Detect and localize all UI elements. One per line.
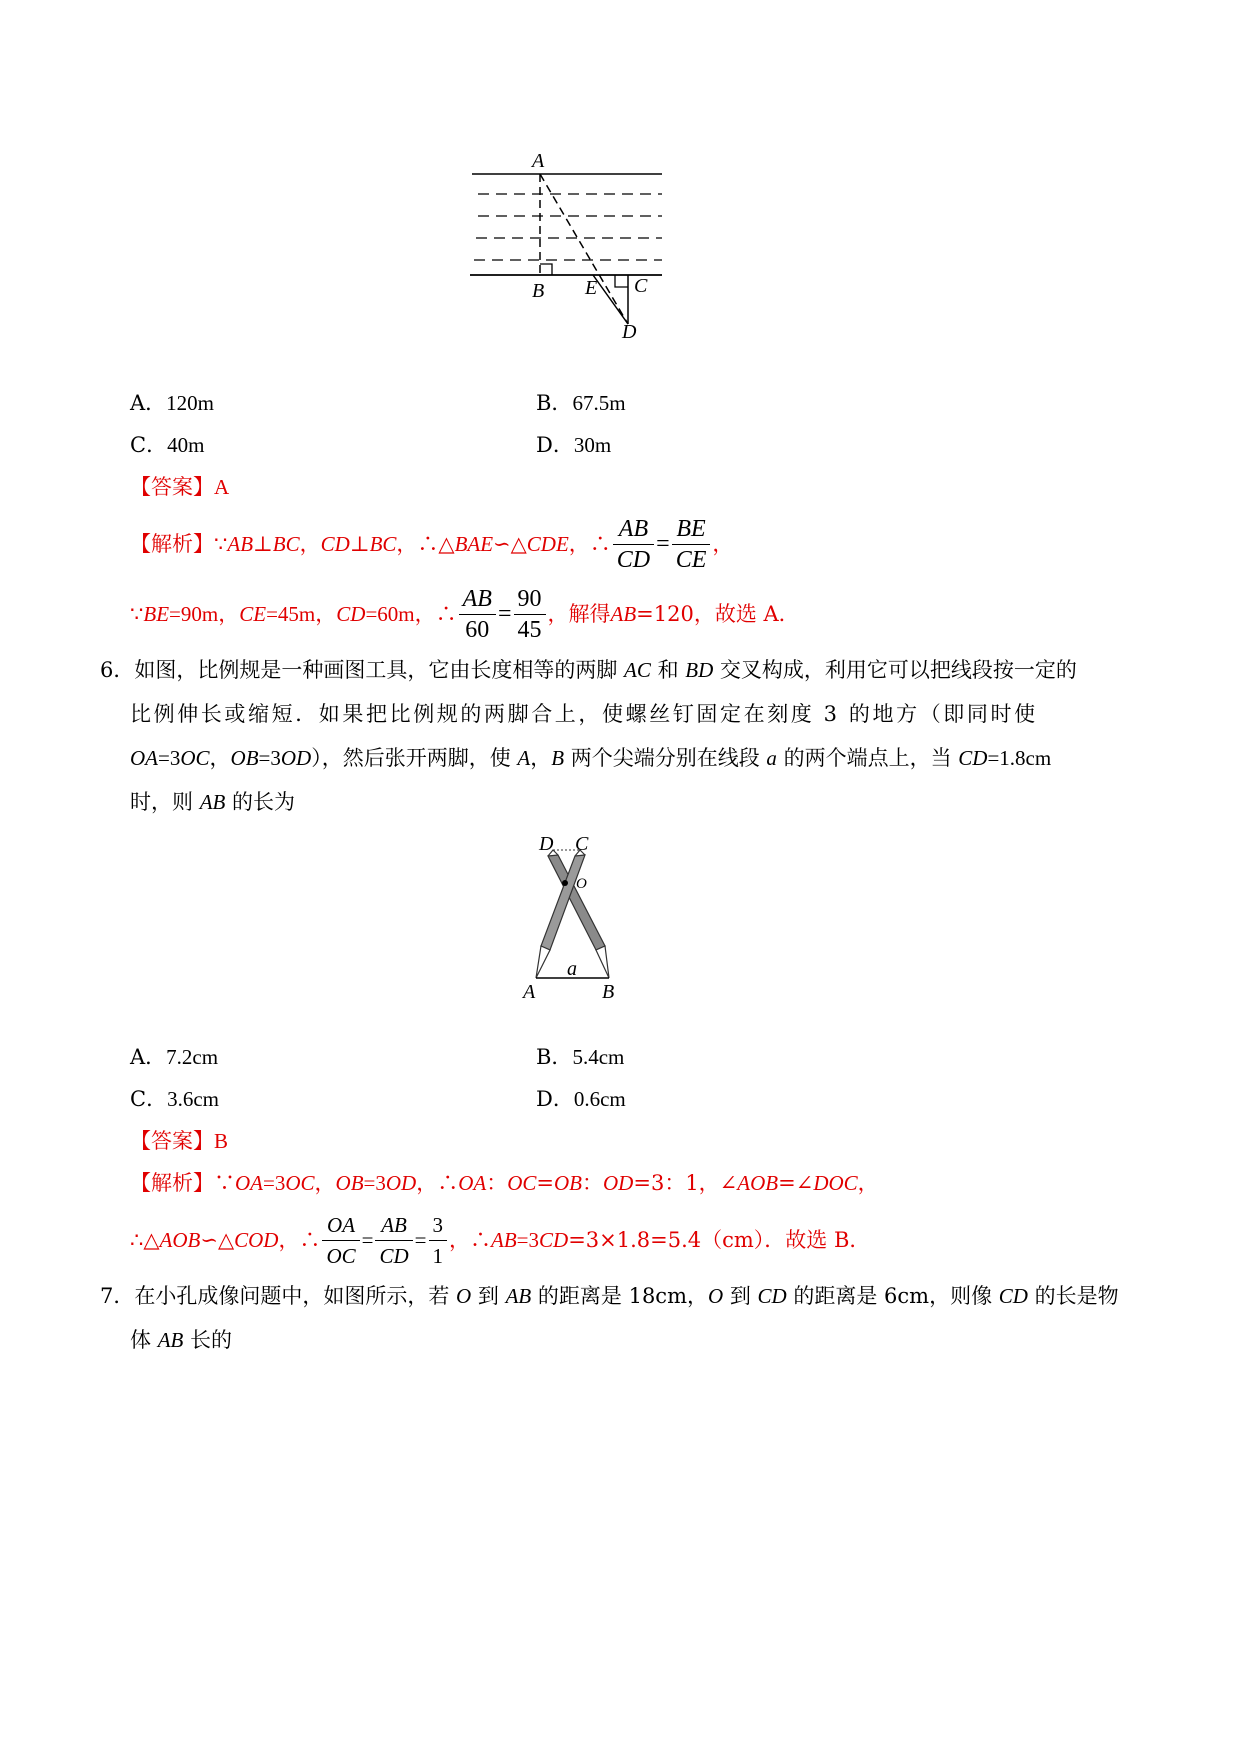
- label-d: D: [622, 321, 637, 343]
- label-d: D: [539, 833, 554, 855]
- q5-analysis-line2: ∵ BE =90m， CE =45m， CD =60m，∴ $\frac{AB}{60}$ = $\frac{90}{45}$ ，解得 AB =120，故选 A．: [130, 585, 800, 643]
- label-c: C: [575, 833, 589, 855]
- fraction-90-45: $\frac{90}{45}$: [514, 584, 546, 645]
- q6-analysis-line2: ∴△ AOB ∽△ COD ，∴ $\frac{OA}{OC}$ = $\frac{AB}{CD}$ = $\frac{3}{1}$ ，∴ AB =3 CD =3×1.8=5.4（cm）．故选 B．: [130, 1208, 870, 1272]
- label-a-segment: a: [567, 958, 577, 980]
- fraction-ab-cd-2: $\frac{AB}{CD}$: [375, 1210, 412, 1271]
- q6-option-c: C．3.6cm: [130, 1087, 219, 1111]
- q5-answer: 【答案】A: [130, 475, 230, 499]
- q6-option-a: A．7.2cm: [130, 1045, 219, 1069]
- q5-option-a: A．120m: [130, 391, 215, 415]
- q6-analysis-line1: 【解析】∵OA=3OC，OB=3OD，∴OA：OC=OB：OD=3：1，∠AOB=∠DOC，: [130, 1171, 879, 1195]
- q6-stem-line3: OA=3OC，OB=3OD），然后张开两脚，使 A，B 两个尖端分别在线段 a 的两个端点上，当 CD=1.8cm: [130, 746, 1052, 770]
- q7-stem-line1: 7．在小孔成像问题中，如图所示，若 O 到 AB 的距离是 18cm，O 到 CD 的距离是 6cm，则像 CD 的长是物: [100, 1284, 1119, 1308]
- q5-option-d: D．30m: [536, 433, 612, 457]
- label-o: O: [576, 876, 587, 892]
- q5-option-c: C．40m: [130, 433, 205, 457]
- fraction-ab-cd: $\frac{AB}{CD}$: [613, 514, 654, 575]
- q6-answer: 【答案】B: [130, 1129, 229, 1153]
- q5-option-b: B．67.5m: [536, 391, 626, 415]
- label-b: B: [602, 981, 615, 1003]
- q5-analysis-line1: 【解析】 ∵ AB ⊥ BC ， CD ⊥ BC ，∴△ BAE ∽△ CDE ，∴ $\frac{AB}{CD}$ = $\frac{BE}{CE}$ ，: [130, 515, 734, 573]
- proportional-compass-figure: [515, 828, 630, 1008]
- fraction-ab-60: $\frac{AB}{60}$: [459, 584, 496, 645]
- river-width-figure: [470, 150, 670, 345]
- fraction-3-1: $\frac{3}{1}$: [429, 1210, 448, 1271]
- label-c: C: [634, 275, 648, 297]
- q6-stem-line1: 6．如图，比例规是一种画图工具，它由长度相等的两脚 AC 和 BD 交叉构成，利用它可以把线段按一定的: [100, 658, 1077, 682]
- label-a: A: [532, 150, 545, 172]
- label-e: E: [585, 277, 598, 299]
- q7-stem-line2: 体 AB 长的: [130, 1328, 233, 1352]
- q6-stem-line4: 时，则 AB 的长为: [130, 790, 296, 814]
- fraction-oa-oc: $\frac{OA}{OC}$: [322, 1210, 359, 1271]
- q6-option-d: D．0.6cm: [536, 1087, 626, 1111]
- q6-stem-line2: 比例伸长或缩短．如果把比例规的两脚合上，使螺丝钉固定在刻度 3 的地方（即同时使: [130, 702, 1038, 726]
- label-a: A: [523, 981, 536, 1003]
- q6-option-b: B．5.4cm: [536, 1045, 625, 1069]
- fraction-be-ce: $\frac{BE}{CE}$: [672, 514, 711, 575]
- label-b: B: [532, 280, 545, 302]
